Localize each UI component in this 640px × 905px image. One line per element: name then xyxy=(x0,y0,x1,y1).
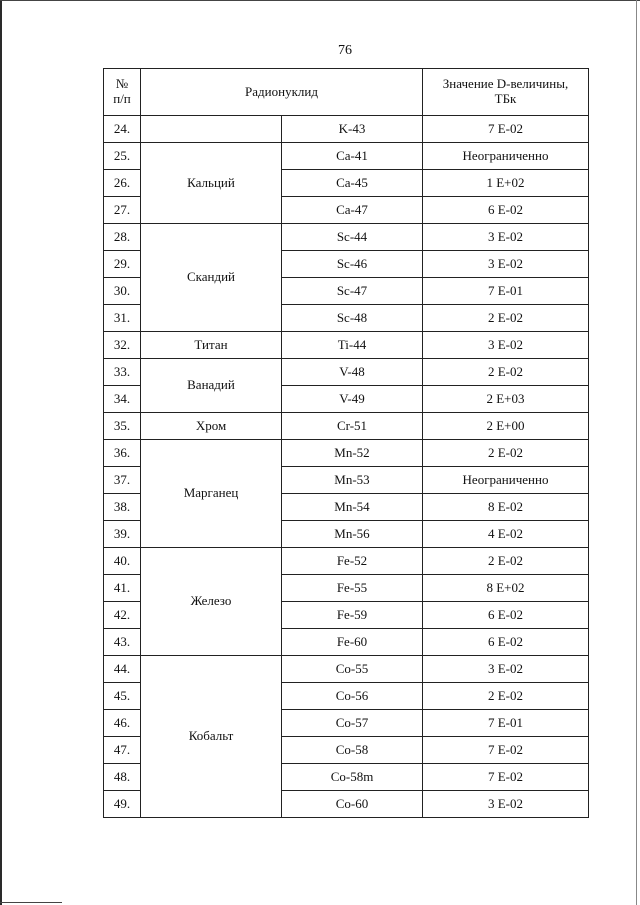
row-number: 31. xyxy=(104,305,141,332)
d-value-cell: Неограниченно xyxy=(423,467,589,494)
row-number: 28. xyxy=(104,224,141,251)
d-value-cell: 2 E-02 xyxy=(423,359,589,386)
nuclide-cell: Mn-52 xyxy=(282,440,423,467)
nuclide-cell: V-49 xyxy=(282,386,423,413)
row-number: 40. xyxy=(104,548,141,575)
header-number: № п/п xyxy=(104,69,141,116)
row-number: 41. xyxy=(104,575,141,602)
nuclide-cell: Fe-60 xyxy=(282,629,423,656)
d-value-cell: 2 E+03 xyxy=(423,386,589,413)
row-number: 26. xyxy=(104,170,141,197)
d-value-cell: 8 E-02 xyxy=(423,494,589,521)
nuclide-cell: Fe-52 xyxy=(282,548,423,575)
row-number: 30. xyxy=(104,278,141,305)
d-value-cell: 7 E-02 xyxy=(423,764,589,791)
nuclide-cell: Ca-41 xyxy=(282,143,423,170)
nuclide-cell: Fe-55 xyxy=(282,575,423,602)
table-row xyxy=(104,548,589,575)
table-row xyxy=(104,413,589,440)
nuclide-cell: Mn-56 xyxy=(282,521,423,548)
row-number: 38. xyxy=(104,494,141,521)
element-name: Марганец xyxy=(141,440,282,548)
element-name: Ванадий xyxy=(141,359,282,413)
nuclide-cell: Co-55 xyxy=(282,656,423,683)
row-number: 47. xyxy=(104,737,141,764)
d-value-cell: 3 E-02 xyxy=(423,791,589,818)
d-value-cell: 6 E-02 xyxy=(423,602,589,629)
table-row xyxy=(104,224,589,251)
row-number: 34. xyxy=(104,386,141,413)
d-value-cell: 2 E-02 xyxy=(423,440,589,467)
nuclide-cell: Cr-51 xyxy=(282,413,423,440)
header-radionuclide: Радионуклид xyxy=(141,69,423,116)
element-name: Кальций xyxy=(141,143,282,224)
row-number: 33. xyxy=(104,359,141,386)
nuclide-cell: Sc-47 xyxy=(282,278,423,305)
d-value-cell: 2 E-02 xyxy=(423,548,589,575)
d-value-cell: 7 E-02 xyxy=(423,116,589,143)
d-value-cell: 7 E-02 xyxy=(423,737,589,764)
row-number: 49. xyxy=(104,791,141,818)
table-row xyxy=(104,359,589,386)
nuclide-cell: Ca-47 xyxy=(282,197,423,224)
table-row xyxy=(104,440,589,467)
page-edge-left xyxy=(0,0,2,905)
d-value-cell: 1 E+02 xyxy=(423,170,589,197)
page-edge-right xyxy=(636,0,637,905)
nuclide-cell: Ti-44 xyxy=(282,332,423,359)
element-name: Хром xyxy=(141,413,282,440)
radionuclide-table xyxy=(103,68,589,818)
element-name xyxy=(141,116,282,143)
nuclide-cell: Co-56 xyxy=(282,683,423,710)
element-name: Кобальт xyxy=(141,656,282,818)
nuclide-cell: Co-58 xyxy=(282,737,423,764)
page-edge-top xyxy=(0,0,640,1)
row-number: 44. xyxy=(104,656,141,683)
page-bottom-mark xyxy=(0,902,62,903)
d-value-cell: 2 E-02 xyxy=(423,305,589,332)
row-number: 48. xyxy=(104,764,141,791)
nuclide-cell: K-43 xyxy=(282,116,423,143)
d-value-cell: 4 E-02 xyxy=(423,521,589,548)
page-number: 76 xyxy=(338,43,352,58)
d-value-cell: 3 E-02 xyxy=(423,251,589,278)
nuclide-cell: V-48 xyxy=(282,359,423,386)
row-number: 42. xyxy=(104,602,141,629)
element-name: Железо xyxy=(141,548,282,656)
table-row xyxy=(104,332,589,359)
nuclide-cell: Sc-46 xyxy=(282,251,423,278)
nuclide-cell: Co-57 xyxy=(282,710,423,737)
nuclide-cell: Sc-48 xyxy=(282,305,423,332)
row-number: 46. xyxy=(104,710,141,737)
d-value-cell: 3 E-02 xyxy=(423,332,589,359)
element-name: Титан xyxy=(141,332,282,359)
row-number: 37. xyxy=(104,467,141,494)
nuclide-cell: Co-60 xyxy=(282,791,423,818)
nuclide-cell: Mn-54 xyxy=(282,494,423,521)
row-number: 29. xyxy=(104,251,141,278)
row-number: 25. xyxy=(104,143,141,170)
table-row xyxy=(104,116,589,143)
d-value-cell: 2 E+00 xyxy=(423,413,589,440)
d-value-cell: 6 E-02 xyxy=(423,629,589,656)
row-number: 43. xyxy=(104,629,141,656)
table-row xyxy=(104,143,589,170)
row-number: 32. xyxy=(104,332,141,359)
nuclide-cell: Fe-59 xyxy=(282,602,423,629)
nuclide-cell: Sc-44 xyxy=(282,224,423,251)
element-name: Скандий xyxy=(141,224,282,332)
row-number: 39. xyxy=(104,521,141,548)
nuclide-cell: Co-58m xyxy=(282,764,423,791)
d-value-cell: 6 E-02 xyxy=(423,197,589,224)
d-value-cell: 3 E-02 xyxy=(423,656,589,683)
d-value-cell: 8 E+02 xyxy=(423,575,589,602)
row-number: 35. xyxy=(104,413,141,440)
row-number: 24. xyxy=(104,116,141,143)
d-value-cell: 7 E-01 xyxy=(423,278,589,305)
row-number: 27. xyxy=(104,197,141,224)
table-header-row xyxy=(104,69,589,116)
row-number: 36. xyxy=(104,440,141,467)
d-value-cell: 3 E-02 xyxy=(423,224,589,251)
d-value-cell: Неограниченно xyxy=(423,143,589,170)
header-d-value: Значение D-величины, ТБк xyxy=(423,69,589,116)
d-value-cell: 2 E-02 xyxy=(423,683,589,710)
nuclide-cell: Ca-45 xyxy=(282,170,423,197)
nuclide-cell: Mn-53 xyxy=(282,467,423,494)
table-row xyxy=(104,656,589,683)
row-number: 45. xyxy=(104,683,141,710)
d-value-cell: 7 E-01 xyxy=(423,710,589,737)
